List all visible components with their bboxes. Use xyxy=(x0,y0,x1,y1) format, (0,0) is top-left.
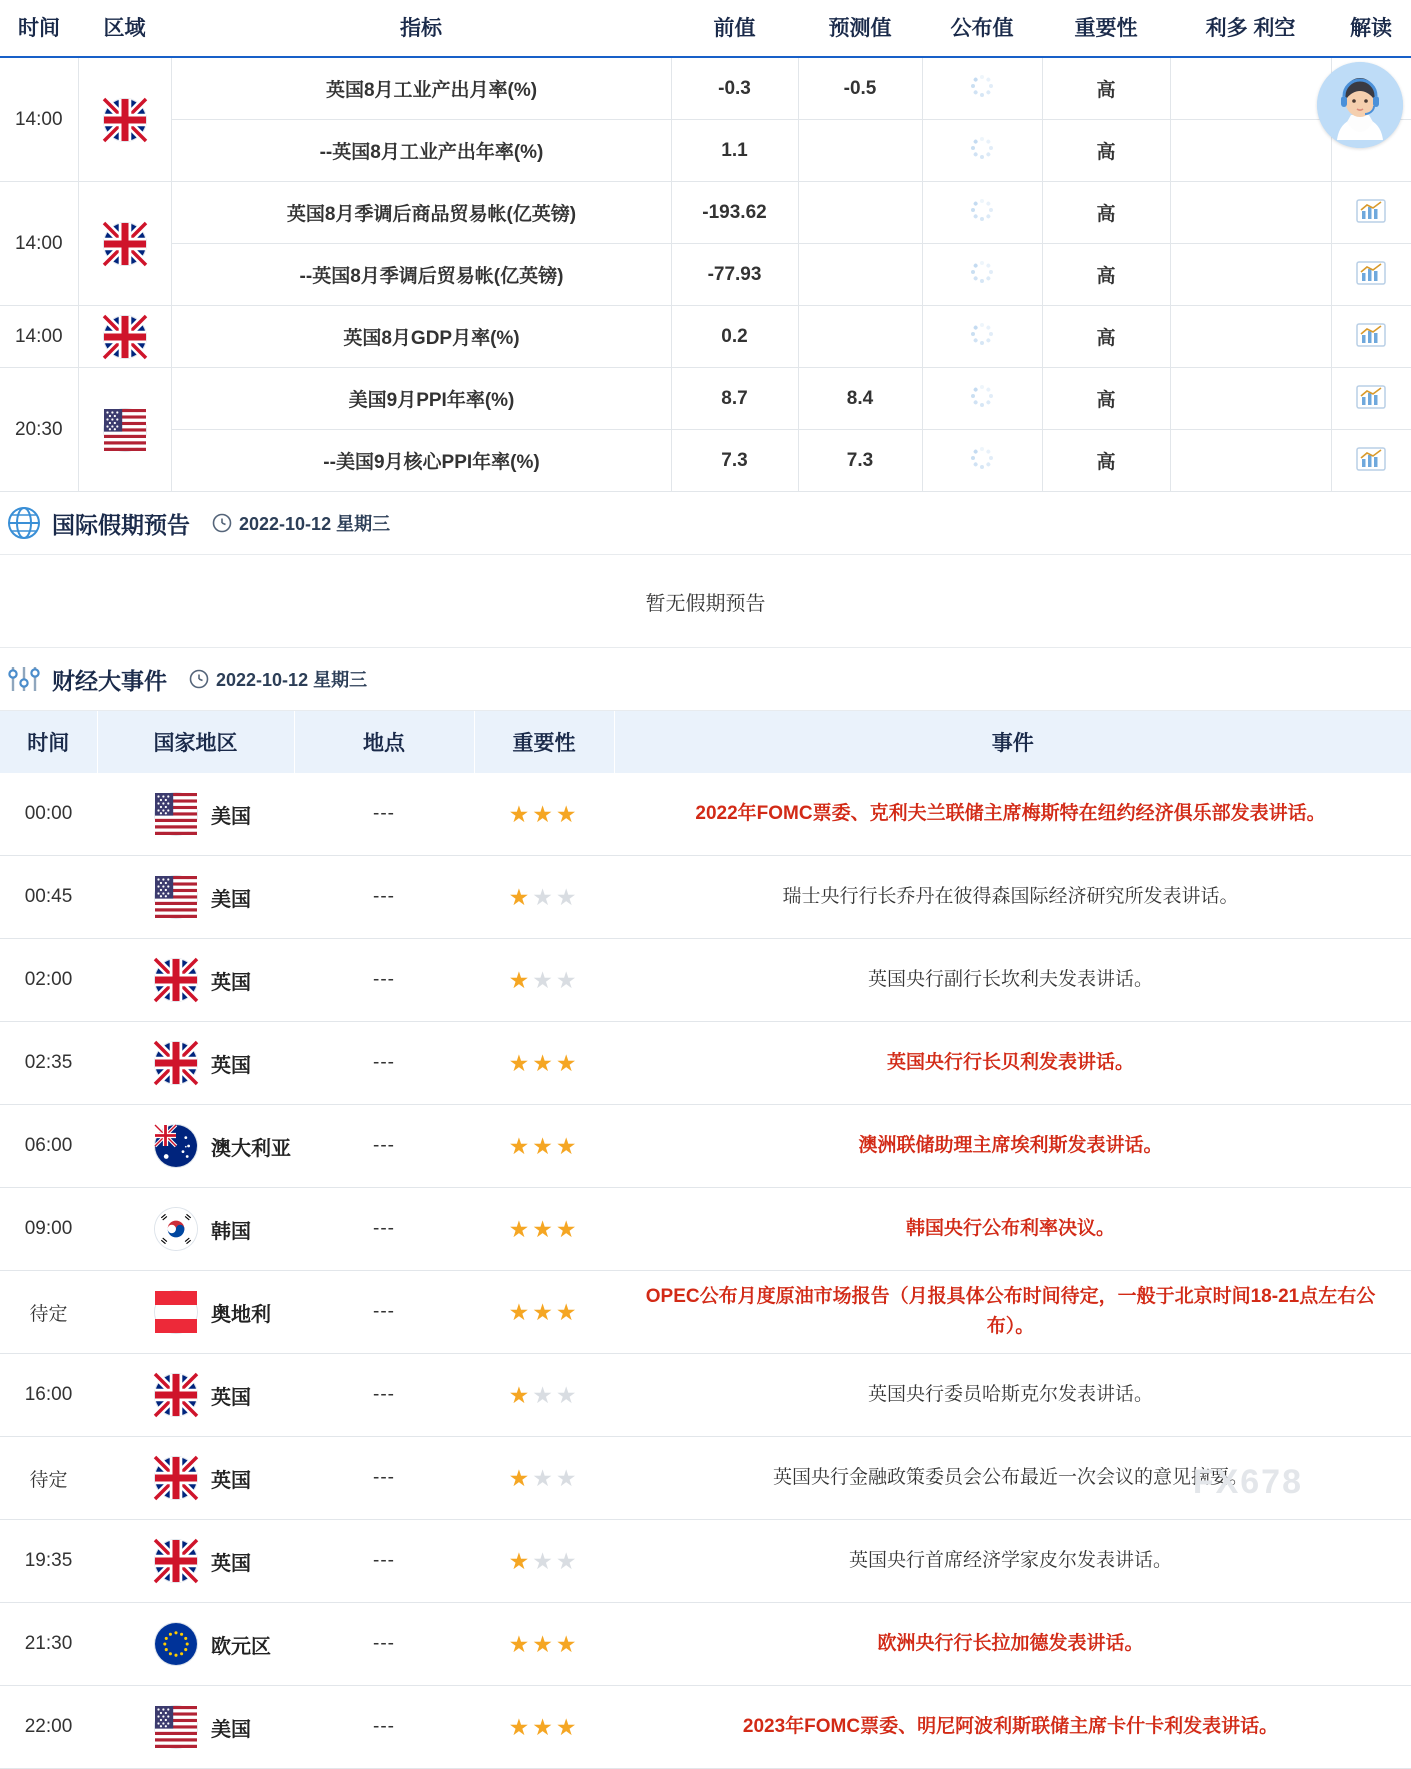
event-country xyxy=(97,1520,294,1603)
calendar-time: 20:30 xyxy=(0,368,78,492)
event-row xyxy=(0,939,1411,1022)
calendar-importance: 高 xyxy=(1042,368,1170,430)
event-country xyxy=(97,856,294,939)
col-analysis: 解读 xyxy=(1331,0,1411,57)
event-description[interactable]: 欧洲央行行长拉加德发表讲话。 xyxy=(614,1603,1411,1686)
events-icon xyxy=(6,661,42,697)
loading-spinner-icon xyxy=(971,137,993,159)
calendar-analysis[interactable] xyxy=(1331,244,1411,306)
holiday-section-header xyxy=(0,492,1411,555)
event-importance-stars xyxy=(474,1022,614,1105)
event-importance-stars xyxy=(474,1188,614,1271)
ev-col-event: 事件 xyxy=(614,711,1411,773)
events-section-title: 财经大事件 xyxy=(52,667,167,694)
calendar-region xyxy=(78,306,171,368)
event-country-name: 美国 xyxy=(211,888,251,911)
ev-col-time: 时间 xyxy=(0,711,97,773)
calendar-importance: 高 xyxy=(1042,306,1170,368)
event-row xyxy=(0,1105,1411,1188)
events-section-date: 2022-10-12 星期三 xyxy=(216,670,368,690)
event-description[interactable]: 英国央行委员哈斯克尔发表讲话。 xyxy=(614,1354,1411,1437)
star-icon: ★ xyxy=(555,1547,580,1574)
calendar-published-value xyxy=(922,244,1042,306)
star-icon: ★ xyxy=(532,1630,556,1657)
calendar-forecast-value xyxy=(798,120,922,182)
watermark: FX678 xyxy=(1192,1463,1303,1501)
col-indicator: 指标 xyxy=(171,0,671,57)
calendar-previous-value: -0.3 xyxy=(671,57,798,120)
event-row xyxy=(0,773,1411,856)
event-country-name: 英国 xyxy=(211,1469,251,1492)
calendar-forecast-value: 8.4 xyxy=(798,368,922,430)
at-flag-icon xyxy=(155,1291,197,1333)
analysis-chart-icon[interactable] xyxy=(1356,383,1386,409)
calendar-previous-value: -77.93 xyxy=(671,244,798,306)
ev-col-country: 国家地区 xyxy=(97,711,294,773)
eu-flag-icon xyxy=(155,1623,197,1665)
col-previous: 前值 xyxy=(671,0,798,57)
event-importance-stars xyxy=(474,1686,614,1769)
event-country xyxy=(97,1437,294,1520)
uk-flag-icon xyxy=(104,223,146,265)
us-flag-icon xyxy=(155,1706,197,1748)
star-icon: ★ xyxy=(508,1381,533,1408)
uk-flag-icon xyxy=(155,1042,197,1084)
event-country-name: 澳大利亚 xyxy=(211,1137,291,1160)
star-icon: ★ xyxy=(555,1381,580,1408)
col-region: 区域 xyxy=(78,0,171,57)
star-icon: ★ xyxy=(555,966,580,993)
star-icon: ★ xyxy=(532,800,556,827)
star-icon: ★ xyxy=(532,1298,556,1325)
star-icon: ★ xyxy=(555,1713,580,1740)
star-icon: ★ xyxy=(555,883,580,910)
star-icon: ★ xyxy=(532,1464,556,1491)
event-country xyxy=(97,1603,294,1686)
holiday-section-date: 2022-10-12 星期三 xyxy=(239,514,391,534)
event-country xyxy=(97,939,294,1022)
calendar-importance: 高 xyxy=(1042,57,1170,120)
event-country-name: 英国 xyxy=(211,1386,251,1409)
loading-spinner-icon xyxy=(971,261,993,283)
event-description[interactable]: 英国央行首席经济学家皮尔发表讲话。 xyxy=(614,1520,1411,1603)
events-section-header xyxy=(0,648,1411,711)
calendar-published-value xyxy=(922,120,1042,182)
event-country-name: 奥地利 xyxy=(211,1303,271,1326)
calendar-bias xyxy=(1170,244,1331,306)
event-time: 00:45 xyxy=(0,856,97,939)
event-country xyxy=(97,773,294,856)
col-forecast: 预测值 xyxy=(798,0,922,57)
event-row xyxy=(0,856,1411,939)
event-time: 21:30 xyxy=(0,1603,97,1686)
calendar-row xyxy=(0,182,1411,244)
ev-col-place: 地点 xyxy=(294,711,474,773)
star-icon: ★ xyxy=(508,800,533,827)
event-place: --- xyxy=(294,773,474,856)
event-place: --- xyxy=(294,1520,474,1603)
event-row xyxy=(0,1686,1411,1769)
calendar-region xyxy=(78,368,171,492)
calendar-analysis[interactable] xyxy=(1331,368,1411,430)
event-place: --- xyxy=(294,1271,474,1354)
us-flag-icon xyxy=(104,409,146,451)
calendar-row xyxy=(0,306,1411,368)
event-place: --- xyxy=(294,1105,474,1188)
holiday-section-date-wrap xyxy=(212,510,390,536)
event-time: 02:00 xyxy=(0,939,97,1022)
loading-spinner-icon xyxy=(971,323,993,345)
calendar-indicator[interactable]: --美国9月核心PPI年率(%) xyxy=(171,430,671,492)
event-importance-stars xyxy=(474,939,614,1022)
loading-spinner-icon xyxy=(971,199,993,221)
calendar-forecast-value: -0.5 xyxy=(798,57,922,120)
calendar-published-value xyxy=(922,430,1042,492)
event-importance-stars xyxy=(474,1105,614,1188)
loading-spinner-icon xyxy=(971,385,993,407)
col-bias: 利多 利空 xyxy=(1170,0,1331,57)
calendar-analysis[interactable] xyxy=(1331,306,1411,368)
event-importance-stars xyxy=(474,773,614,856)
star-icon: ★ xyxy=(508,1547,533,1574)
event-time: 09:00 xyxy=(0,1188,97,1271)
event-row xyxy=(0,1603,1411,1686)
calendar-importance: 高 xyxy=(1042,182,1170,244)
calendar-header-row xyxy=(0,0,1411,57)
event-time: 06:00 xyxy=(0,1105,97,1188)
event-place: --- xyxy=(294,1022,474,1105)
event-importance-stars xyxy=(474,1437,614,1520)
calendar-time: 14:00 xyxy=(0,182,78,306)
event-place: --- xyxy=(294,939,474,1022)
event-country-name: 美国 xyxy=(211,805,251,828)
ev-col-importance: 重要性 xyxy=(474,711,614,773)
event-description[interactable]: 韩国央行公布利率决议。 xyxy=(614,1188,1411,1271)
calendar-time: 14:00 xyxy=(0,306,78,368)
calendar-row xyxy=(0,120,1411,182)
au-flag-icon xyxy=(155,1125,197,1167)
event-description[interactable]: 瑞士央行行长乔丹在彼得森国际经济研究所发表讲话。 xyxy=(614,856,1411,939)
calendar-importance: 高 xyxy=(1042,120,1170,182)
analysis-chart-icon[interactable] xyxy=(1356,197,1386,223)
customer-service-icon xyxy=(1317,62,1403,148)
calendar-time: 14:00 xyxy=(0,57,78,182)
uk-flag-icon xyxy=(155,959,197,1001)
calendar-forecast-value xyxy=(798,244,922,306)
star-icon: ★ xyxy=(532,883,556,910)
event-description[interactable]: 2023年FOMC票委、明尼阿波利斯联储主席卡什卡利发表讲话。 xyxy=(614,1686,1411,1769)
us-flag-icon xyxy=(155,876,197,918)
event-importance-stars xyxy=(474,856,614,939)
event-country xyxy=(97,1271,294,1354)
star-icon: ★ xyxy=(508,1713,533,1740)
event-description[interactable]: 英国央行行长贝利发表讲话。 xyxy=(614,1022,1411,1105)
calendar-previous-value: -193.62 xyxy=(671,182,798,244)
calendar-importance: 高 xyxy=(1042,430,1170,492)
event-country xyxy=(97,1022,294,1105)
calendar-indicator[interactable]: --英国8月工业产出年率(%) xyxy=(171,120,671,182)
calendar-forecast-value xyxy=(798,306,922,368)
event-importance-stars xyxy=(474,1271,614,1354)
calendar-bias xyxy=(1170,368,1331,430)
calendar-indicator[interactable]: 英国8月季调后商品贸易帐(亿英镑) xyxy=(171,182,671,244)
event-row xyxy=(0,1271,1411,1354)
event-time: 00:00 xyxy=(0,773,97,856)
event-row xyxy=(0,1022,1411,1105)
event-row xyxy=(0,1354,1411,1437)
calendar-previous-value: 8.7 xyxy=(671,368,798,430)
analysis-chart-icon[interactable] xyxy=(1356,259,1386,285)
star-icon: ★ xyxy=(508,1049,533,1076)
calendar-row xyxy=(0,368,1411,430)
event-country-name: 英国 xyxy=(211,971,251,994)
event-place: --- xyxy=(294,1188,474,1271)
event-place: --- xyxy=(294,1354,474,1437)
calendar-indicator[interactable]: --英国8月季调后贸易帐(亿英镑) xyxy=(171,244,671,306)
star-icon: ★ xyxy=(532,1713,556,1740)
star-icon: ★ xyxy=(555,1132,580,1159)
event-description[interactable]: 2022年FOMC票委、克利夫兰联储主席梅斯特在纽约经济俱乐部发表讲话。 xyxy=(614,773,1411,856)
event-country-name: 英国 xyxy=(211,1552,251,1575)
calendar-row xyxy=(0,244,1411,306)
star-icon: ★ xyxy=(532,1381,556,1408)
event-description[interactable]: 英国央行副行长坎利夫发表讲话。 xyxy=(614,939,1411,1022)
calendar-bias xyxy=(1170,57,1331,120)
calendar-published-value xyxy=(922,182,1042,244)
economic-calendar-table xyxy=(0,0,1411,492)
calendar-row xyxy=(0,430,1411,492)
event-row xyxy=(0,1188,1411,1271)
calendar-forecast-value xyxy=(798,182,922,244)
uk-flag-icon xyxy=(104,316,146,358)
calendar-forecast-value: 7.3 xyxy=(798,430,922,492)
holiday-section-title: 国际假期预告 xyxy=(52,511,190,538)
events-header-row xyxy=(0,711,1411,773)
event-time: 19:35 xyxy=(0,1520,97,1603)
star-icon: ★ xyxy=(508,1132,533,1159)
calendar-row xyxy=(0,57,1411,120)
event-country-name: 美国 xyxy=(211,1718,251,1741)
event-importance-stars xyxy=(474,1354,614,1437)
event-row xyxy=(0,1520,1411,1603)
event-country xyxy=(97,1188,294,1271)
event-description[interactable]: OPEC公布月度原油市场报告（月报具体公布时间待定，一般于北京时间18-21点左右公布）。 xyxy=(614,1271,1411,1354)
calendar-analysis[interactable] xyxy=(1331,182,1411,244)
star-icon: ★ xyxy=(508,1630,533,1657)
calendar-previous-value: 7.3 xyxy=(671,430,798,492)
star-icon: ★ xyxy=(555,1298,580,1325)
kr-flag-icon xyxy=(155,1208,197,1250)
event-country-name: 韩国 xyxy=(211,1220,251,1243)
star-icon: ★ xyxy=(508,1464,533,1491)
event-time: 待定 xyxy=(0,1437,97,1520)
event-time: 22:00 xyxy=(0,1686,97,1769)
event-country xyxy=(97,1354,294,1437)
star-icon: ★ xyxy=(532,1132,556,1159)
calendar-previous-value: 0.2 xyxy=(671,306,798,368)
calendar-published-value xyxy=(922,306,1042,368)
analysis-chart-icon[interactable] xyxy=(1356,321,1386,347)
calendar-previous-value: 1.1 xyxy=(671,120,798,182)
calendar-bias xyxy=(1170,182,1331,244)
calendar-published-value xyxy=(922,57,1042,120)
event-country-name: 英国 xyxy=(211,1054,251,1077)
event-time: 02:35 xyxy=(0,1022,97,1105)
event-place: --- xyxy=(294,1437,474,1520)
star-icon: ★ xyxy=(532,1547,556,1574)
calendar-published-value xyxy=(922,368,1042,430)
clock-icon xyxy=(212,513,232,533)
event-importance-stars xyxy=(474,1603,614,1686)
star-icon: ★ xyxy=(532,1049,556,1076)
clock-icon xyxy=(189,669,209,689)
col-published: 公布值 xyxy=(922,0,1042,57)
calendar-indicator[interactable]: 英国8月工业产出月率(%) xyxy=(171,57,671,120)
star-icon: ★ xyxy=(555,1215,580,1242)
event-place: --- xyxy=(294,856,474,939)
calendar-region xyxy=(78,182,171,306)
globe-icon xyxy=(6,505,42,541)
uk-flag-icon xyxy=(155,1457,197,1499)
holiday-empty-text: 暂无假期预告 xyxy=(0,555,1411,648)
calendar-bias xyxy=(1170,120,1331,182)
col-importance: 重要性 xyxy=(1042,0,1170,57)
uk-flag-icon xyxy=(155,1540,197,1582)
calendar-bias xyxy=(1170,430,1331,492)
calendar-indicator[interactable]: 美国9月PPI年率(%) xyxy=(171,368,671,430)
calendar-importance: 高 xyxy=(1042,244,1170,306)
calendar-bias xyxy=(1170,306,1331,368)
event-country xyxy=(97,1686,294,1769)
star-icon: ★ xyxy=(555,1630,580,1657)
us-flag-icon xyxy=(155,793,197,835)
events-section-date-wrap xyxy=(189,666,367,692)
star-icon: ★ xyxy=(508,1215,533,1242)
event-time: 待定 xyxy=(0,1271,97,1354)
analysis-chart-icon[interactable] xyxy=(1356,445,1386,471)
star-icon: ★ xyxy=(508,966,533,993)
uk-flag-icon xyxy=(155,1374,197,1416)
events-table xyxy=(0,711,1411,1769)
customer-service-avatar[interactable] xyxy=(1317,62,1403,148)
star-icon: ★ xyxy=(508,1298,533,1325)
event-description[interactable]: 英国央行金融政策委员会公布最近一次会议的意见摘要。 xyxy=(614,1437,1411,1520)
uk-flag-icon xyxy=(104,99,146,141)
event-country-name: 欧元区 xyxy=(211,1635,271,1658)
star-icon: ★ xyxy=(508,883,533,910)
star-icon: ★ xyxy=(555,1464,580,1491)
loading-spinner-icon xyxy=(971,75,993,97)
calendar-analysis[interactable] xyxy=(1331,430,1411,492)
event-description[interactable]: 澳洲联储助理主席埃利斯发表讲话。 xyxy=(614,1105,1411,1188)
event-place: --- xyxy=(294,1686,474,1769)
calendar-region xyxy=(78,57,171,182)
star-icon: ★ xyxy=(555,1049,580,1076)
star-icon: ★ xyxy=(555,800,580,827)
event-importance-stars xyxy=(474,1520,614,1603)
star-icon: ★ xyxy=(532,966,556,993)
col-time: 时间 xyxy=(0,0,78,57)
event-time: 16:00 xyxy=(0,1354,97,1437)
event-place: --- xyxy=(294,1603,474,1686)
event-country xyxy=(97,1105,294,1188)
star-icon: ★ xyxy=(532,1215,556,1242)
calendar-indicator[interactable]: 英国8月GDP月率(%) xyxy=(171,306,671,368)
loading-spinner-icon xyxy=(971,447,993,469)
